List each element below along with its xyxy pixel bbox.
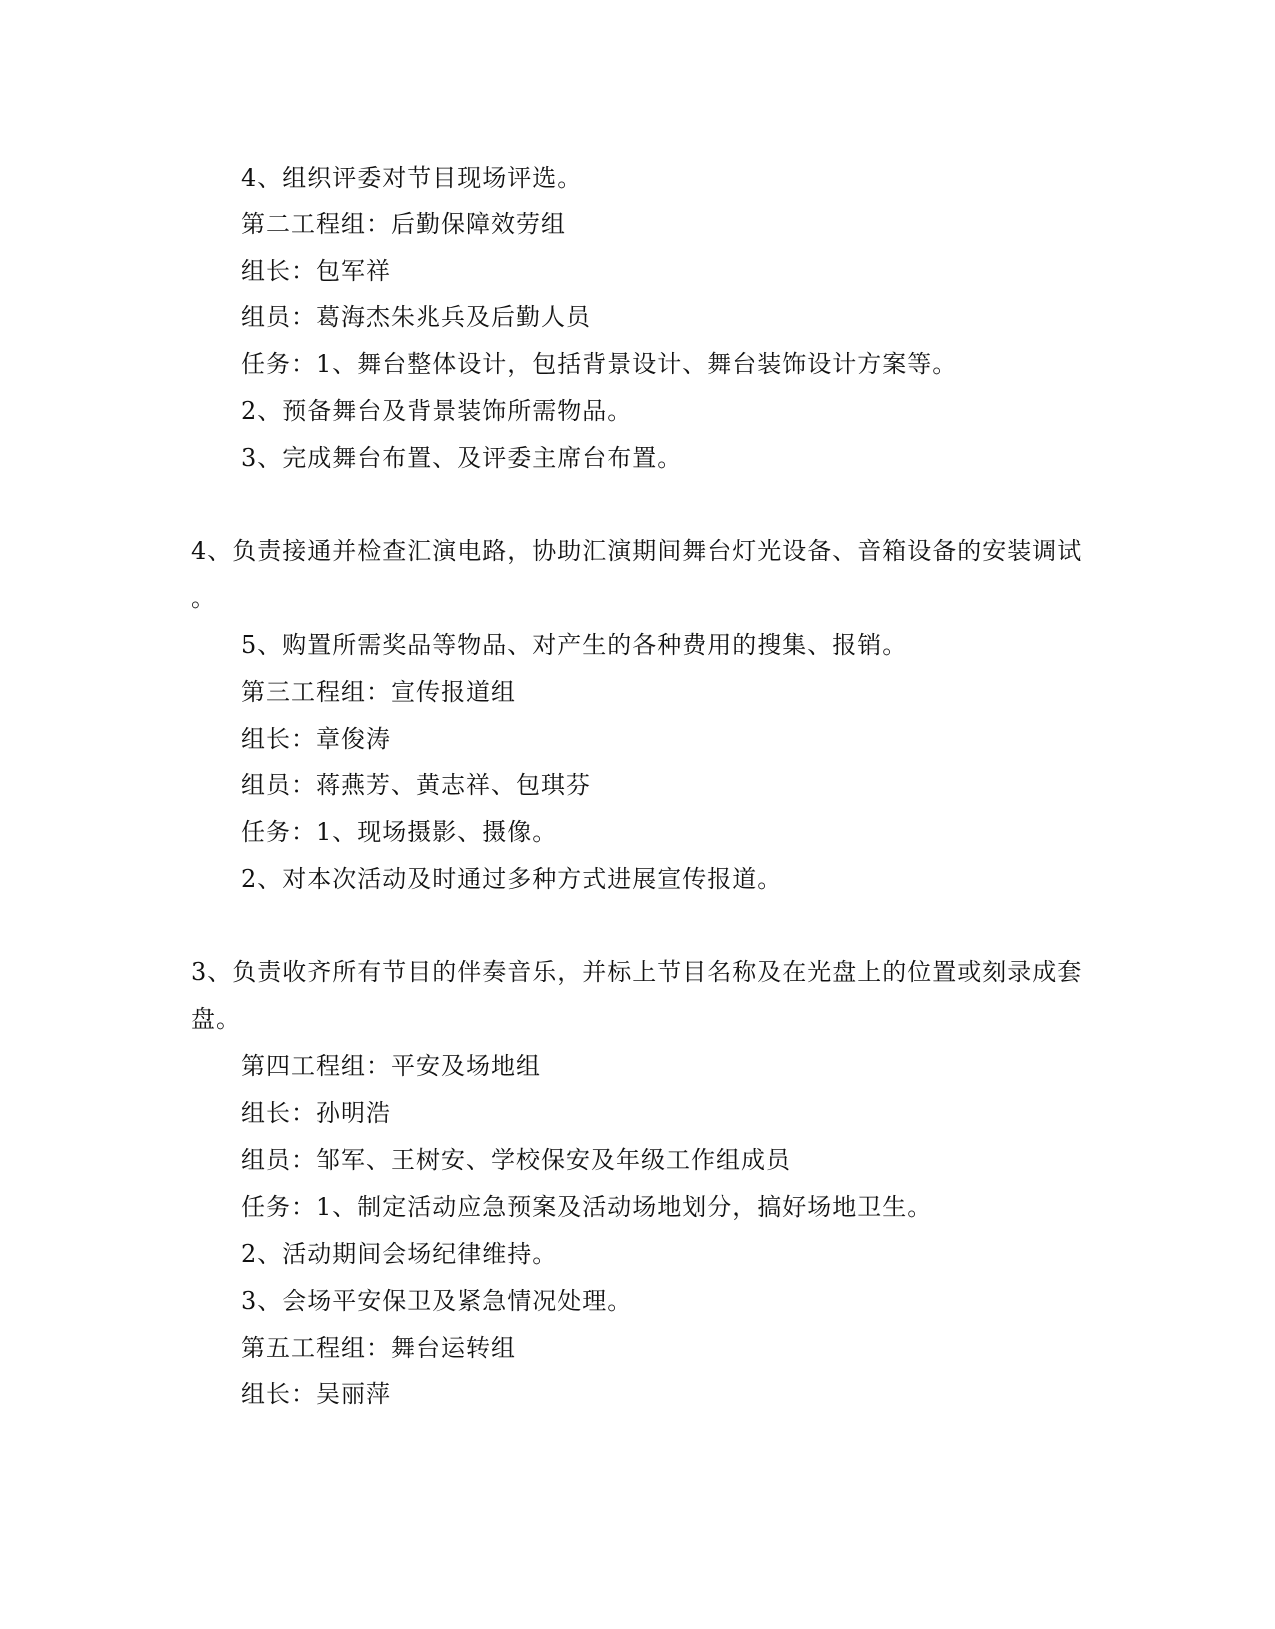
text-line: 盘。 (191, 1005, 241, 1033)
text-line: 第四工程组：平安及场地组 (241, 1052, 541, 1080)
text-line: 组长：包军祥 (241, 257, 391, 285)
text-line: 4、负责接通并检查汇演电路，协助汇演期间舞台灯光设备、音箱设备的安装调试 (191, 537, 1083, 565)
text-line: 3、负责收齐所有节目的伴奏音乐，并标上节目名称及在光盘上的位置或刻录成套 (191, 958, 1083, 986)
text-line: 第三工程组：宣传报道组 (241, 678, 516, 706)
text-line: 组长：吴丽萍 (241, 1380, 391, 1408)
text-line: 组员：葛海杰朱兆兵及后勤人员 (241, 303, 591, 331)
text-line: 。 (191, 584, 216, 612)
text-line: 组长：章俊涛 (241, 725, 391, 753)
text-line: 任务：1、舞台整体设计，包括背景设计、舞台装饰设计方案等。 (241, 350, 958, 378)
text-line: 组员：邹军、王树安、学校保安及年级工作组成员 (241, 1146, 791, 1174)
text-line: 4、组织评委对节目现场评选。 (241, 164, 583, 192)
text-line: 任务：1、制定活动应急预案及活动场地划分，搞好场地卫生。 (241, 1193, 933, 1221)
text-line: 任务：1、现场摄影、摄像。 (241, 818, 558, 846)
text-line: 3、完成舞台布置、及评委主席台布置。 (241, 444, 683, 472)
text-line: 5、购置所需奖品等物品、对产生的各种费用的搜集、报销。 (241, 631, 908, 659)
text-line: 3、会场平安保卫及紧急情况处理。 (241, 1287, 633, 1315)
text-line: 第二工程组：后勤保障效劳组 (241, 210, 566, 238)
text-line: 2、对本次活动及时通过多种方式进展宣传报道。 (241, 865, 783, 893)
text-line: 组员：蒋燕芳、黄志祥、包琪芬 (241, 771, 591, 799)
text-line: 第五工程组：舞台运转组 (241, 1334, 516, 1362)
text-line: 组长：孙明浩 (241, 1099, 391, 1127)
text-line: 2、预备舞台及背景装饰所需物品。 (241, 397, 633, 425)
text-line: 2、活动期间会场纪律维持。 (241, 1240, 558, 1268)
